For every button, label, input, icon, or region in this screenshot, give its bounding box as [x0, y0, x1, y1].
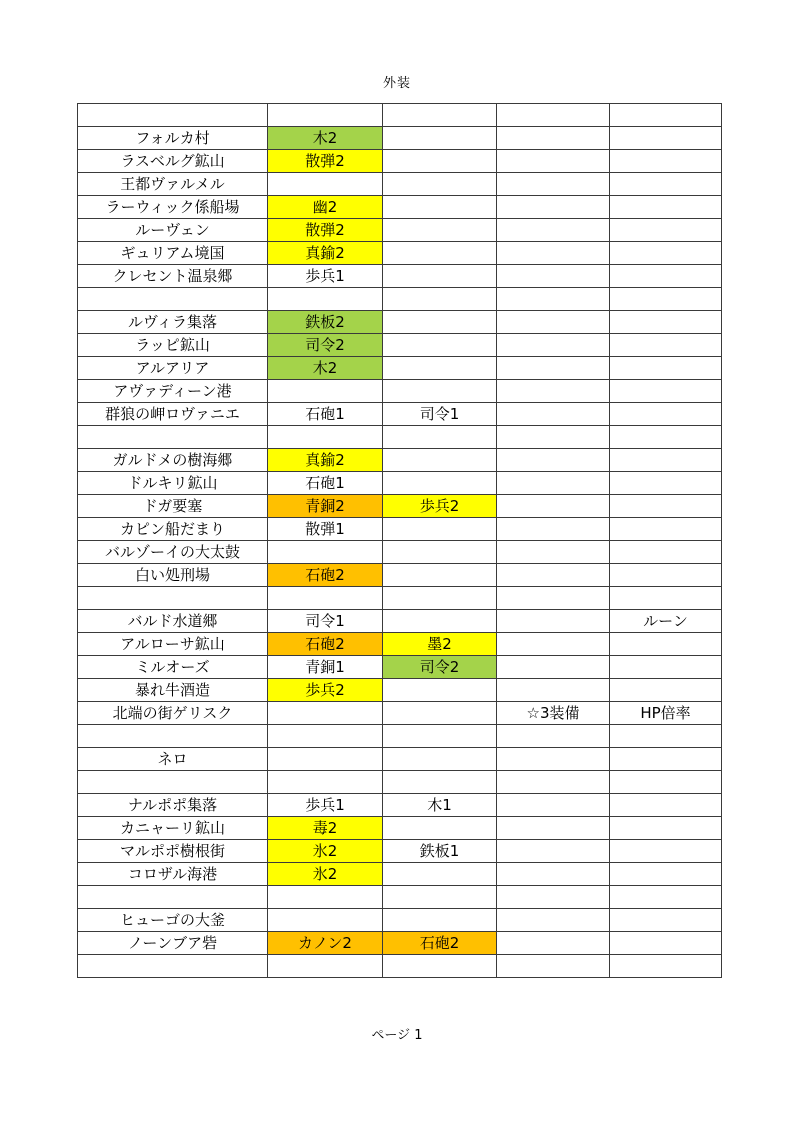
- equipment-cell: 石砲2: [268, 564, 383, 587]
- equipment-cell: [497, 817, 610, 840]
- equipment-cell: [383, 288, 497, 311]
- equipment-cell: [610, 150, 722, 173]
- equipment-cell: [268, 771, 383, 794]
- location-cell: 白い処刑場: [78, 564, 268, 587]
- equipment-cell: [383, 357, 497, 380]
- equipment-cell: [497, 541, 610, 564]
- equipment-cell: 木2: [268, 127, 383, 150]
- equipment-cell: [497, 104, 610, 127]
- equipment-cell: [497, 265, 610, 288]
- equipment-cell: [268, 541, 383, 564]
- location-cell: カピン船だまり: [78, 518, 268, 541]
- equipment-cell: カノン2: [268, 932, 383, 955]
- equipment-cell: 青銅2: [268, 495, 383, 518]
- equipment-cell: 氷2: [268, 863, 383, 886]
- equipment-cell: [497, 173, 610, 196]
- equipment-cell: [610, 748, 722, 771]
- equipment-cell: 鉄板2: [268, 311, 383, 334]
- table-row: [78, 725, 722, 748]
- location-cell: ドガ要塞: [78, 495, 268, 518]
- equipment-cell: [497, 150, 610, 173]
- equipment-cell: [497, 748, 610, 771]
- table-row: [78, 380, 722, 403]
- location-cell: [78, 587, 268, 610]
- equipment-cell: [610, 196, 722, 219]
- equipment-cell: [497, 334, 610, 357]
- equipment-cell: [497, 518, 610, 541]
- equipment-cell: 散弾2: [268, 150, 383, 173]
- equipment-cell: [383, 173, 497, 196]
- table-row: [78, 495, 722, 518]
- table-row: [78, 702, 722, 725]
- location-cell: ラスベルグ鉱山: [78, 150, 268, 173]
- location-cell: 暴れ牛酒造: [78, 679, 268, 702]
- equipment-cell: [268, 748, 383, 771]
- equipment-cell: [383, 702, 497, 725]
- equipment-cell: [610, 219, 722, 242]
- equipment-cell: [268, 380, 383, 403]
- equipment-cell: [383, 955, 497, 978]
- equipment-cell: 歩兵2: [268, 679, 383, 702]
- table-row: [78, 334, 722, 357]
- equipment-cell: [383, 863, 497, 886]
- equipment-cell: [383, 771, 497, 794]
- equipment-cell: [383, 127, 497, 150]
- equipment-cell: [383, 472, 497, 495]
- equipment-cell: 真鍮2: [268, 242, 383, 265]
- table-row: [78, 472, 722, 495]
- location-cell: バルド水道郷: [78, 610, 268, 633]
- equipment-cell: 司令2: [383, 656, 497, 679]
- location-cell: マルポポ樹根街: [78, 840, 268, 863]
- equipment-cell: [497, 587, 610, 610]
- equipment-cell: [383, 426, 497, 449]
- equipment-cell: [610, 817, 722, 840]
- equipment-cell: 石砲2: [383, 932, 497, 955]
- equipment-cell: [383, 265, 497, 288]
- equipment-cell: [497, 219, 610, 242]
- table-row: [78, 104, 722, 127]
- equipment-cell: [383, 242, 497, 265]
- table-row: [78, 196, 722, 219]
- equipment-cell: 石砲2: [268, 633, 383, 656]
- equipment-cell: [497, 196, 610, 219]
- equipment-cell: [268, 886, 383, 909]
- equipment-cell: [268, 104, 383, 127]
- equipment-cell: [610, 794, 722, 817]
- location-cell: クレセント温泉郷: [78, 265, 268, 288]
- equipment-cell: [610, 656, 722, 679]
- table-row: [78, 955, 722, 978]
- equipment-cell: [383, 518, 497, 541]
- equipment-cell: 歩兵2: [383, 495, 497, 518]
- location-cell: [78, 288, 268, 311]
- equipment-cell: [383, 564, 497, 587]
- equipment-cell: [497, 656, 610, 679]
- equipment-cell: [383, 150, 497, 173]
- location-cell: ヒューゴの大釜: [78, 909, 268, 932]
- equipment-cell: [610, 472, 722, 495]
- equipment-cell: [268, 702, 383, 725]
- equipment-cell: [268, 909, 383, 932]
- equipment-cell: 石砲1: [268, 403, 383, 426]
- location-cell: アルアリア: [78, 357, 268, 380]
- equipment-cell: [383, 311, 497, 334]
- location-cell: バルゾーイの大太鼓: [78, 541, 268, 564]
- equipment-cell: [610, 564, 722, 587]
- equipment-cell: [610, 357, 722, 380]
- equipment-cell: [610, 541, 722, 564]
- location-cell: ガルドメの樹海郷: [78, 449, 268, 472]
- location-cell: ネロ: [78, 748, 268, 771]
- equipment-cell: [383, 587, 497, 610]
- equipment-cell: [268, 955, 383, 978]
- equipment-cell: [383, 196, 497, 219]
- location-cell: ラーウィック係船場: [78, 196, 268, 219]
- equipment-cell: [497, 932, 610, 955]
- table-row: [78, 771, 722, 794]
- table-row: [78, 357, 722, 380]
- equipment-cell: [497, 725, 610, 748]
- location-cell: コロザル海港: [78, 863, 268, 886]
- equipment-cell: [383, 679, 497, 702]
- equipment-cell: [497, 357, 610, 380]
- location-cell: 王都ヴァルメル: [78, 173, 268, 196]
- equipment-cell: [383, 886, 497, 909]
- equipment-cell: [497, 679, 610, 702]
- equipment-cell: 毒2: [268, 817, 383, 840]
- equipment-cell: 石砲1: [268, 472, 383, 495]
- equipment-cell: [610, 449, 722, 472]
- equipment-cell: [610, 426, 722, 449]
- location-cell: [78, 104, 268, 127]
- location-cell: ミルオーズ: [78, 656, 268, 679]
- equipment-cell: [268, 173, 383, 196]
- page-number: ページ 1: [371, 1028, 423, 1043]
- table-row: [78, 909, 722, 932]
- equipment-cell: [383, 909, 497, 932]
- location-cell: ルーヴェン: [78, 219, 268, 242]
- equipment-cell: [268, 725, 383, 748]
- location-cell: ギュリアム境国: [78, 242, 268, 265]
- location-cell: アルローサ鉱山: [78, 633, 268, 656]
- location-cell: ドルキリ鉱山: [78, 472, 268, 495]
- equipment-cell: [610, 840, 722, 863]
- equipment-cell: [610, 265, 722, 288]
- equipment-cell: [610, 334, 722, 357]
- equipment-cell: [610, 242, 722, 265]
- location-cell: アヴァディーン港: [78, 380, 268, 403]
- equipment-cell: [497, 955, 610, 978]
- equipment-cell: [497, 472, 610, 495]
- location-cell: [78, 955, 268, 978]
- equipment-cell: 木1: [383, 794, 497, 817]
- equipment-cell: [497, 794, 610, 817]
- equipment-cell: [383, 449, 497, 472]
- equipment-cell: [610, 679, 722, 702]
- location-cell: ラッピ鉱山: [78, 334, 268, 357]
- equipment-cell: [383, 817, 497, 840]
- equipment-cell: [497, 311, 610, 334]
- equipment-cell: [497, 564, 610, 587]
- equipment-cell: [383, 725, 497, 748]
- table-row: [78, 840, 722, 863]
- equipment-table: [77, 103, 722, 978]
- table-row: [78, 311, 722, 334]
- equipment-cell: 司令2: [268, 334, 383, 357]
- equipment-cell: 司令1: [268, 610, 383, 633]
- equipment-cell: [610, 863, 722, 886]
- table-row: [78, 932, 722, 955]
- table-row: [78, 587, 722, 610]
- equipment-cell: [610, 173, 722, 196]
- equipment-cell: 木2: [268, 357, 383, 380]
- table-row: [78, 265, 722, 288]
- equipment-cell: [610, 380, 722, 403]
- equipment-cell: [383, 748, 497, 771]
- equipment-cell: 幽2: [268, 196, 383, 219]
- location-cell: [78, 426, 268, 449]
- equipment-cell: [268, 587, 383, 610]
- equipment-cell: [497, 449, 610, 472]
- equipment-cell: [610, 955, 722, 978]
- table-row: [78, 748, 722, 771]
- equipment-cell: [610, 495, 722, 518]
- location-cell: 群狼の岬ロヴァニエ: [78, 403, 268, 426]
- equipment-cell: [497, 380, 610, 403]
- table-row: [78, 863, 722, 886]
- table-row: [78, 794, 722, 817]
- table-row: [78, 564, 722, 587]
- equipment-cell: 鉄板1: [383, 840, 497, 863]
- equipment-cell: [610, 587, 722, 610]
- equipment-cell: [383, 610, 497, 633]
- table-row: [78, 633, 722, 656]
- table-row: [78, 817, 722, 840]
- table-row: [78, 610, 722, 633]
- table-row: [78, 679, 722, 702]
- equipment-cell: 司令1: [383, 403, 497, 426]
- location-cell: [78, 725, 268, 748]
- equipment-cell: [610, 633, 722, 656]
- equipment-cell: [497, 886, 610, 909]
- equipment-cell: 墨2: [383, 633, 497, 656]
- equipment-cell: 散弾2: [268, 219, 383, 242]
- table-row: [78, 173, 722, 196]
- table-row: [78, 518, 722, 541]
- equipment-cell: [497, 909, 610, 932]
- table-row: [78, 219, 722, 242]
- equipment-cell: [383, 334, 497, 357]
- equipment-cell: [497, 288, 610, 311]
- equipment-cell: [610, 886, 722, 909]
- location-cell: カニャーリ鉱山: [78, 817, 268, 840]
- table-row: [78, 886, 722, 909]
- equipment-cell: [610, 725, 722, 748]
- location-cell: ナルポポ集落: [78, 794, 268, 817]
- equipment-cell: [497, 127, 610, 150]
- equipment-cell: [610, 288, 722, 311]
- equipment-cell: [610, 909, 722, 932]
- equipment-cell: ☆3装備: [497, 702, 610, 725]
- location-cell: フォルカ村: [78, 127, 268, 150]
- location-cell: [78, 771, 268, 794]
- table-row: [78, 127, 722, 150]
- equipment-cell: [383, 380, 497, 403]
- equipment-cell: [497, 771, 610, 794]
- equipment-cell: [497, 610, 610, 633]
- table-row: [78, 449, 722, 472]
- equipment-cell: 歩兵1: [268, 794, 383, 817]
- table-row: [78, 426, 722, 449]
- equipment-cell: [268, 288, 383, 311]
- equipment-cell: HP倍率: [610, 702, 722, 725]
- equipment-cell: [610, 403, 722, 426]
- equipment-cell: [497, 633, 610, 656]
- table-row: [78, 541, 722, 564]
- equipment-cell: [610, 771, 722, 794]
- equipment-cell: [497, 242, 610, 265]
- equipment-cell: [383, 541, 497, 564]
- location-cell: 北端の街ゲリスク: [78, 702, 268, 725]
- equipment-cell: 真鍮2: [268, 449, 383, 472]
- page-title: 外装: [382, 76, 411, 91]
- equipment-cell: [383, 219, 497, 242]
- equipment-cell: 歩兵1: [268, 265, 383, 288]
- table-row: [78, 288, 722, 311]
- equipment-cell: 散弾1: [268, 518, 383, 541]
- equipment-cell: ルーン: [610, 610, 722, 633]
- equipment-cell: [497, 495, 610, 518]
- table-row: [78, 656, 722, 679]
- equipment-cell: [497, 863, 610, 886]
- equipment-cell: [268, 426, 383, 449]
- equipment-cell: [497, 426, 610, 449]
- equipment-cell: [610, 104, 722, 127]
- equipment-cell: [610, 518, 722, 541]
- equipment-cell: [610, 932, 722, 955]
- equipment-cell: 氷2: [268, 840, 383, 863]
- equipment-cell: [610, 127, 722, 150]
- equipment-cell: [497, 403, 610, 426]
- location-cell: ノーンブア砦: [78, 932, 268, 955]
- equipment-cell: [610, 311, 722, 334]
- location-cell: [78, 886, 268, 909]
- equipment-cell: [383, 104, 497, 127]
- equipment-cell: [497, 840, 610, 863]
- equipment-cell: 青銅1: [268, 656, 383, 679]
- table-row: [78, 403, 722, 426]
- table-row: [78, 242, 722, 265]
- location-cell: ルヴィラ集落: [78, 311, 268, 334]
- table-row: [78, 150, 722, 173]
